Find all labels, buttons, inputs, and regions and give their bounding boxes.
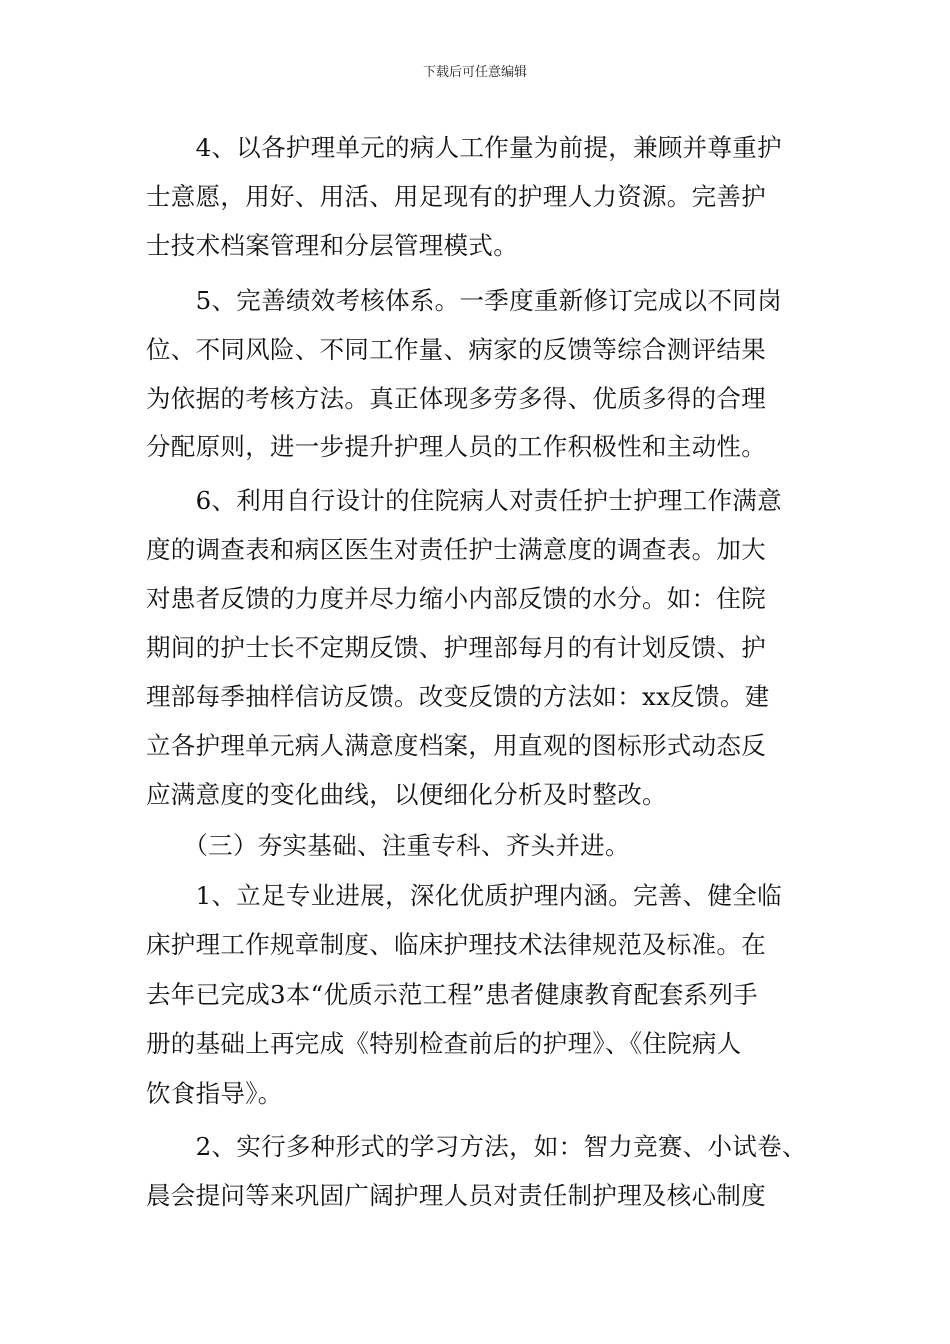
- text-line: 去年已完成3本“优质示范工程”患者健康教育配套系列手: [146, 980, 758, 1009]
- text-line: 4、以各护理单元的病人工作量为前提，兼顾并尊重护: [146, 133, 782, 162]
- text-line: 应满意度的变化曲线，以便细化分析及时整改。: [146, 780, 667, 809]
- text-line: （三）夯实基础、注重专科、齐头并进。: [146, 831, 630, 860]
- text-line: 士意愿，用好、用活、用足现有的护理人力资源。完善护: [146, 182, 766, 211]
- text-line: 2、实行多种形式的学习方法，如：智力竞赛、小试卷、: [146, 1132, 807, 1161]
- text-line: 对患者反馈的力度并尽力缩小内部反馈的水分。如：住院: [146, 584, 766, 613]
- text-line: 册的基础上再完成《特别检查前后的护理》、《住院病人: [146, 1029, 742, 1058]
- text-line: 为依据的考核方法。真正体现多劳多得、优质多得的合理: [146, 384, 766, 413]
- text-line: 期间的护士长不定期反馈、护理部每月的有计划反馈、护: [146, 633, 766, 662]
- text-line: 立各护理单元病人满意度档案，用直观的图标形式动态反: [146, 731, 766, 760]
- page-header-note: 下载后可任意编辑: [422, 65, 527, 80]
- text-line: 理部每季抽样信访反馈。改变反馈的方法如：xx反馈。建: [146, 682, 770, 711]
- text-line: 饮食指导》。: [146, 1079, 283, 1108]
- text-line: 士技术档案管理和分层管理模式。: [146, 231, 518, 260]
- text-line: 5、完善绩效考核体系。一季度重新修订完成以不同岗: [146, 286, 782, 315]
- text-line: 位、不同风险、不同工作量、病家的反馈等综合测评结果: [146, 335, 766, 364]
- text-line: 晨会提问等来巩固广阔护理人员对责任制护理及核心制度: [146, 1181, 766, 1210]
- text-line: 分配原则，进一步提升护理人员的工作积极性和主动性。: [146, 432, 766, 461]
- text-line: 1、立足专业进展，深化优质护理内涵。完善、健全临: [146, 881, 782, 910]
- text-line: 度的调查表和病区医生对责任护士满意度的调查表。加大: [146, 535, 766, 564]
- text-line: 床护理工作规章制度、临床护理技术法律规范及标准。在: [146, 930, 766, 959]
- text-line: 6、利用自行设计的住院病人对责任护士护理工作满意: [146, 486, 782, 515]
